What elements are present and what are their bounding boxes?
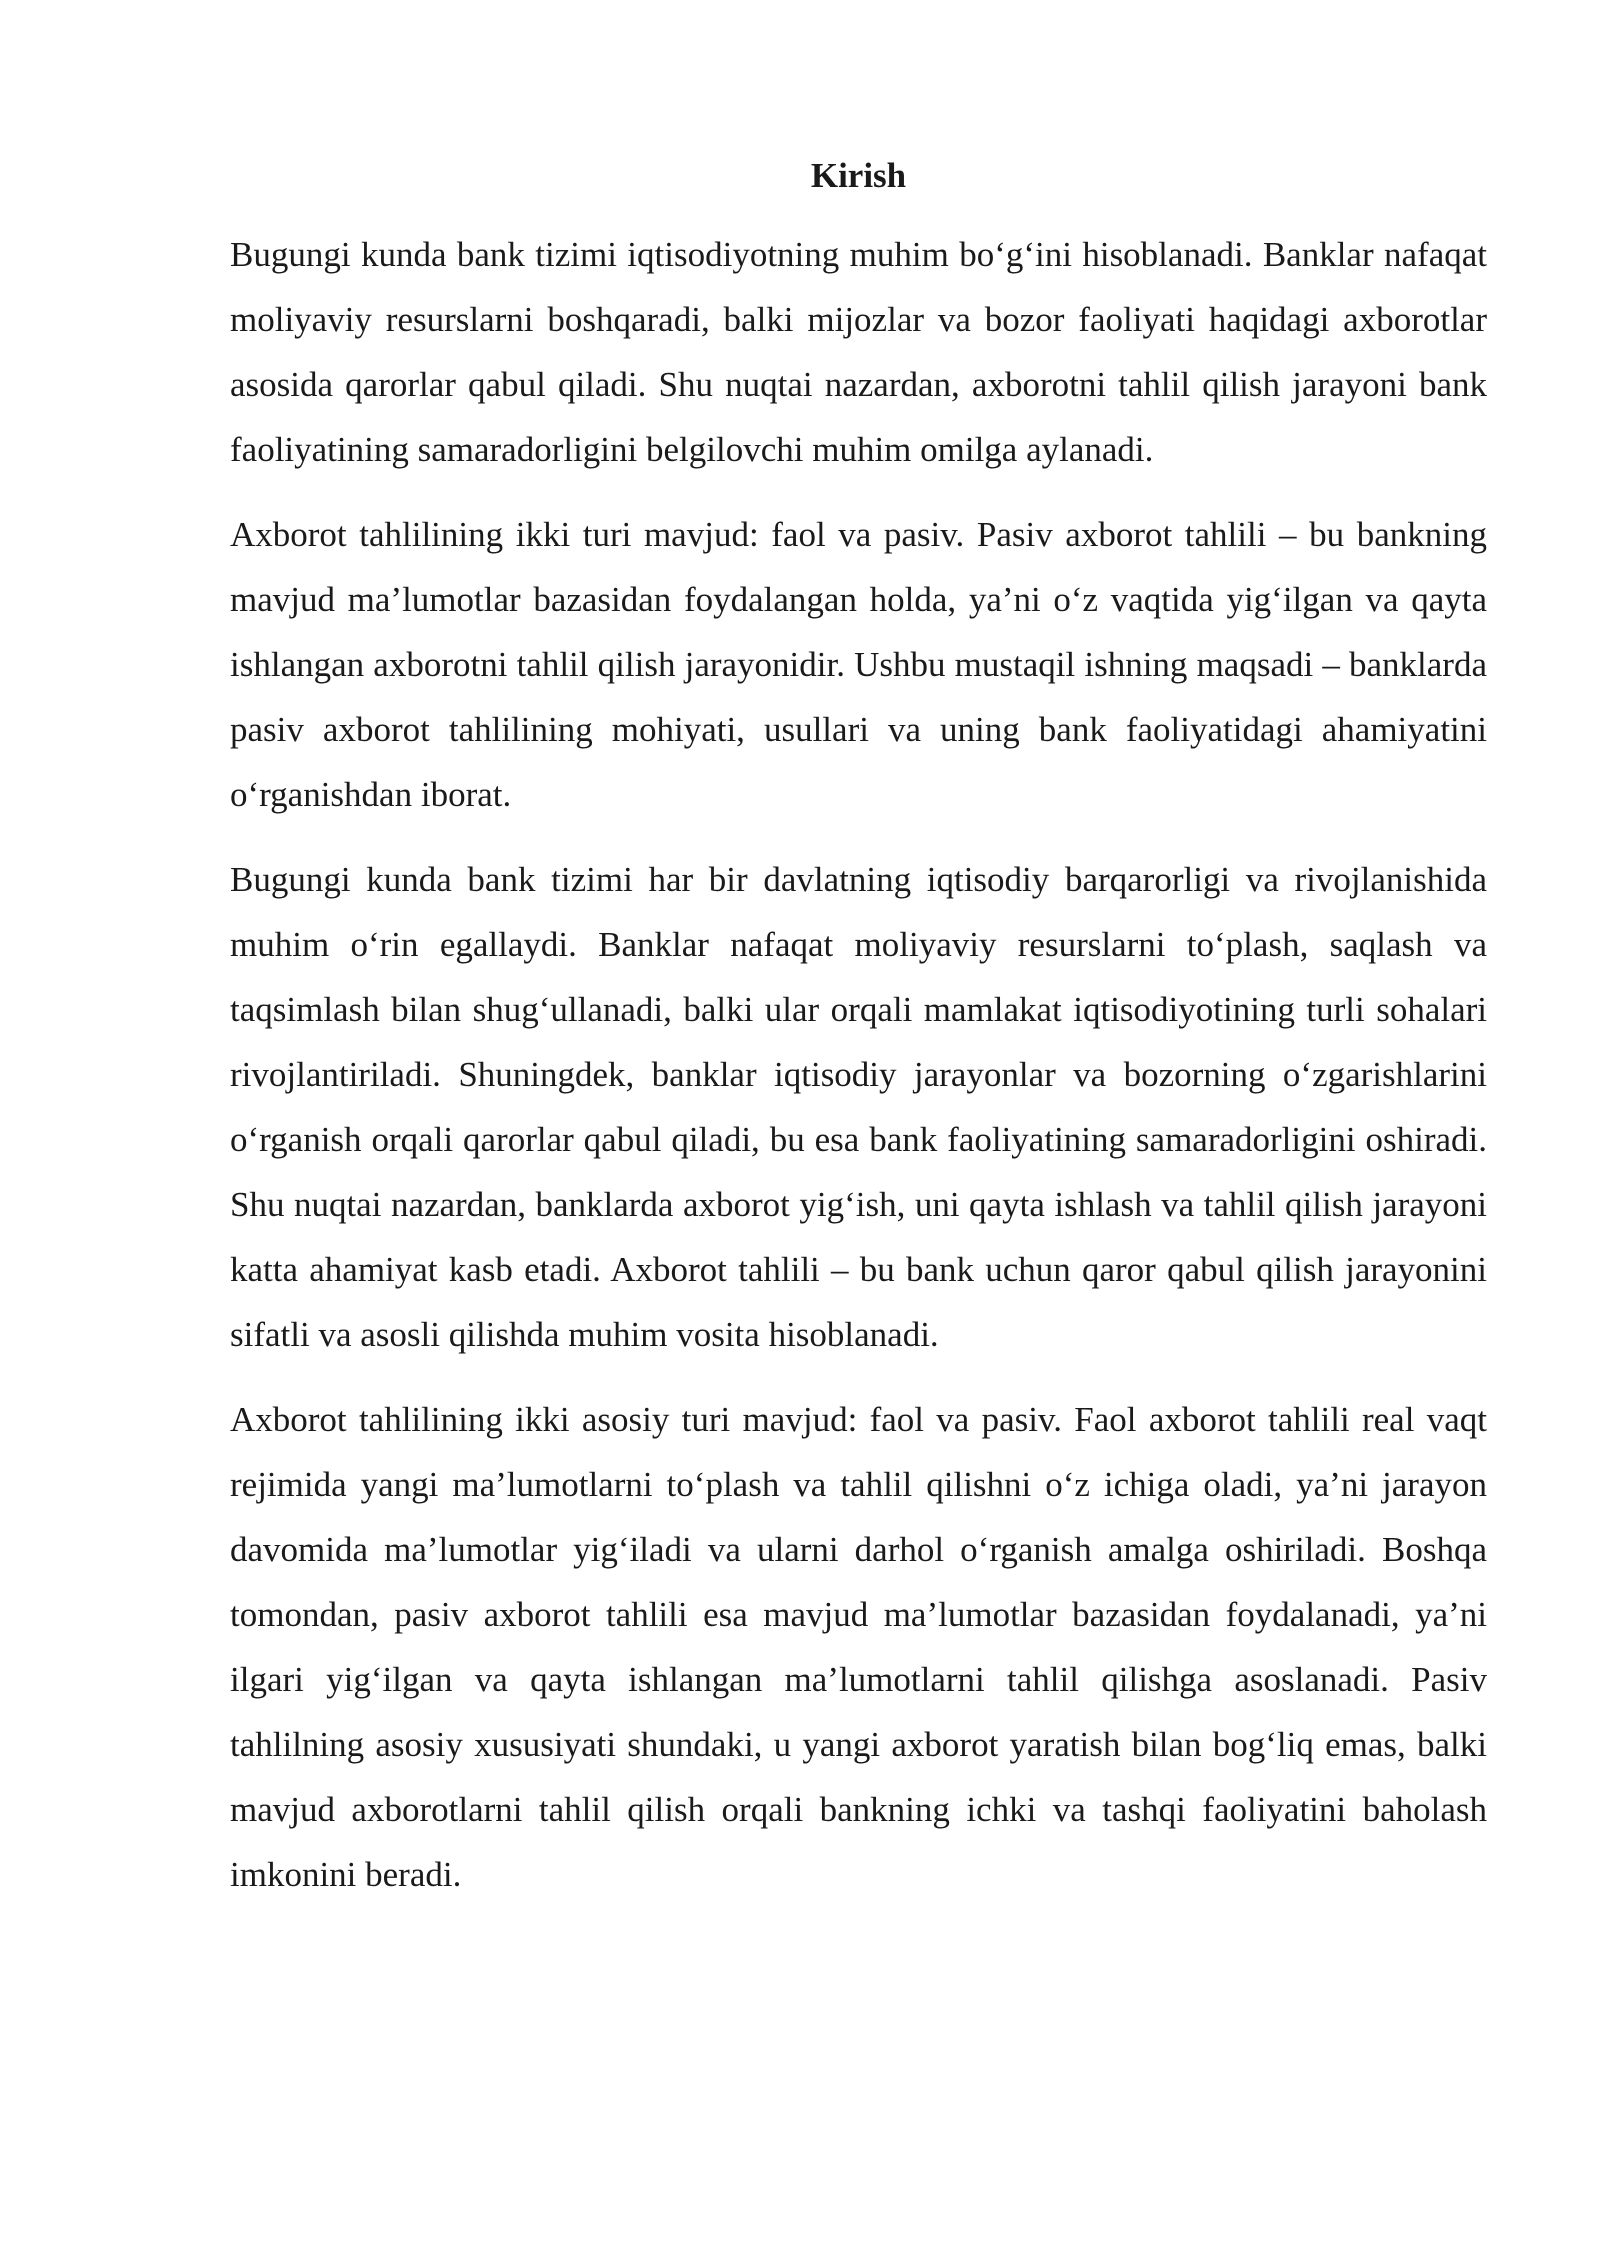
page-title: Kirish <box>810 156 907 195</box>
paragraph-4: Axborot tahlilining ikki asosiy turi mavjud: faol va pasiv. Faol axborot tahlili real vaqt rejimida yangi ma’lumotlarni to‘plash va tahlil qilishni o‘z ichiga oladi, ya’ni jarayon davomida ma’lumotlar yig‘iladi va ularni darhol o‘rganish amalga oshiriladi. Boshqa tomondan, pasiv axborot tahlili esa mavjud ma’lumotlar bazasidan foydalanadi, ya’ni ilgari yig‘ilgan va qayta ishlangan ma’lumotlarni tahlil qilishga asoslanadi. Pasiv tahlilning asosiy xususiyati shundaki, u yangi axborot yaratish bilan bog‘liq emas, balki mavjud axborotlarni tahlil qilish orqali bankning ichki va tashqi faoliyatini baholash imkonini beradi. <box>230 1400 1487 1894</box>
paragraph-1: Bugungi kunda bank tizimi iqtisodiyotning muhim bo‘g‘ini hisoblanadi. Banklar nafaqat moliyaviy resurslarni boshqaradi, balki mijozlar va bozor faoliyati haqidagi axborotlar asosida qarorlar qabul qiladi. Shu nuqtai nazardan, axborotni tahlil qilish jarayoni bank faoliyatining samaradorligini belgilovchi muhim omilga aylanadi. <box>230 235 1487 469</box>
paragraph-2: Axborot tahlilining ikki turi mavjud: faol va pasiv. Pasiv axborot tahlili – bu bankning mavjud ma’lumotlar bazasidan foydalangan holda, ya’ni o‘z vaqtida yig‘ilgan va qayta ishlangan axborotni tahlil qilish jarayonidir. Ushbu mustaqil ishning maqsadi – banklarda pasiv axborot tahlilining mohiyati, usullari va uning bank faoliyatidagi ahamiyatini o‘rganishdan iborat. <box>230 515 1487 814</box>
document-body <box>230 150 1487 1927</box>
paragraph-3: Bugungi kunda bank tizimi har bir davlatning iqtisodiy barqarorligi va rivojlanishida muhim o‘rin egallaydi. Banklar nafaqat moliyaviy resurslarni to‘plash, saqlash va taqsimlash bilan shug‘ullanadi, balki ular orqali mamlakat iqtisodiyotining turli sohalari rivojlantiriladi. Shuningdek, banklar iqtisodiy jarayonlar va bozorning o‘zgarishlarini o‘rganish orqali qarorlar qabul qiladi, bu esa bank faoliyatining samaradorligini oshiradi. Shu nuqtai nazardan, banklarda axborot yig‘ish, uni qayta ishlash va tahlil qilish jarayoni katta ahamiyat kasb etadi. Axborot tahlili – bu bank uchun qaror qabul qilish jarayonini sifatli va asosli qilishda muhim vosita hisoblanadi. <box>230 860 1487 1354</box>
